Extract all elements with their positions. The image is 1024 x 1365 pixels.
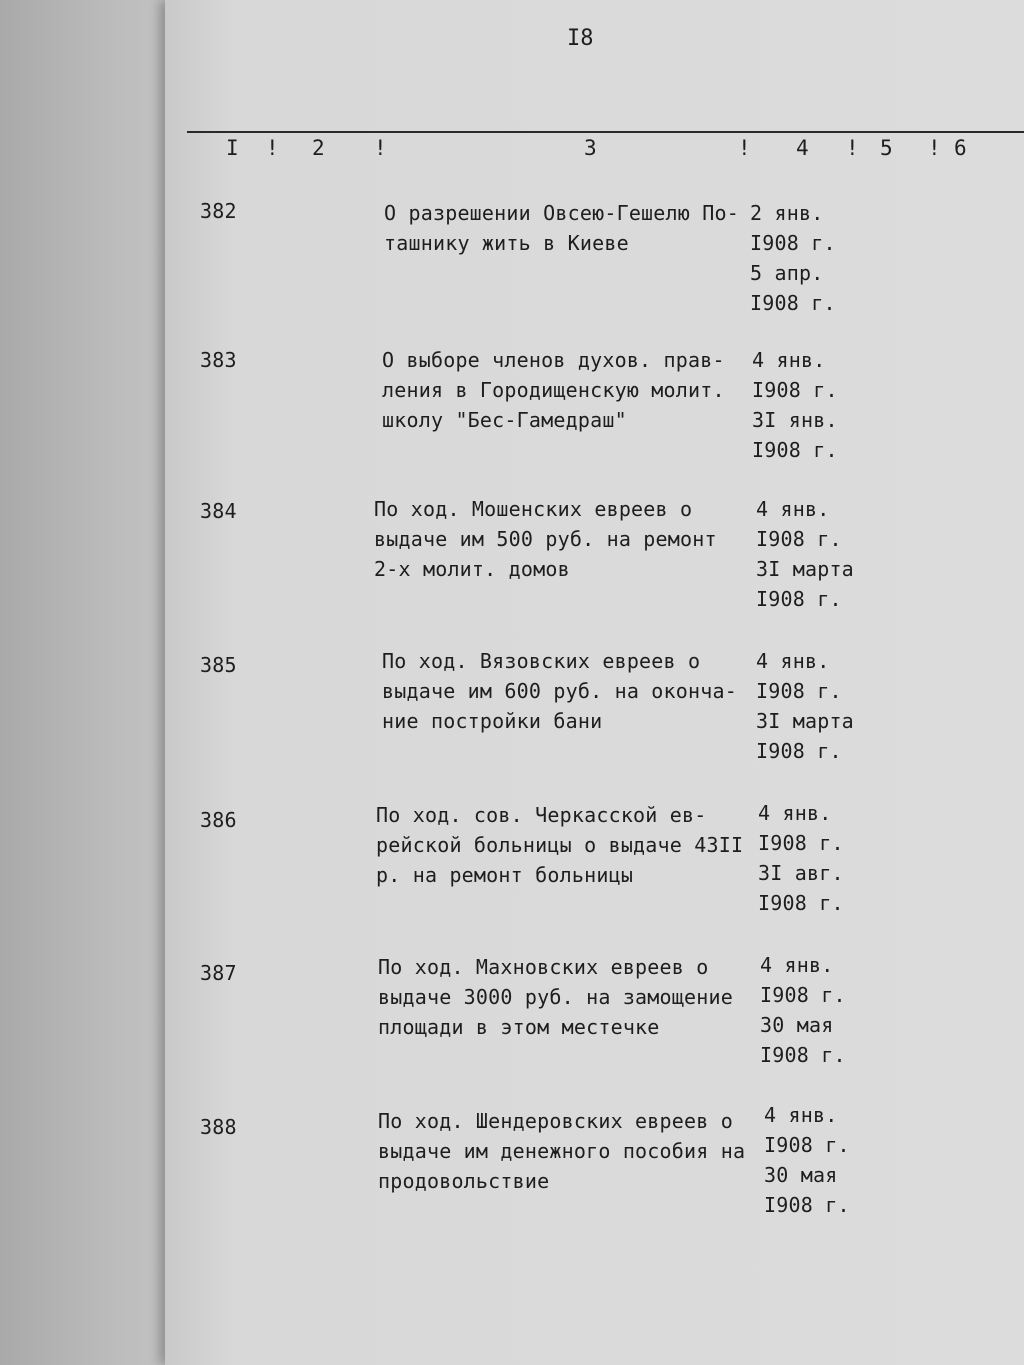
- table-header: [0, 136, 1024, 168]
- date-line: 3I марта: [756, 709, 854, 733]
- date-line: I908 г.: [764, 1193, 850, 1217]
- date-line: I908 г.: [758, 891, 844, 915]
- date-line: I908 г.: [750, 291, 836, 315]
- date-line: 4 янв.: [764, 1103, 838, 1127]
- date-line: 4 янв.: [752, 348, 826, 372]
- description-line: По ход. Махновских евреев о: [378, 955, 709, 979]
- description-line: По ход. сов. Черкасской ев-: [376, 803, 707, 827]
- header-col-2: 2: [312, 136, 325, 160]
- description-line: р. на ремонт больницы: [376, 863, 634, 887]
- date-line: I908 г.: [760, 983, 846, 1007]
- row-dates: [764, 1100, 894, 1220]
- date-line: I908 г.: [756, 527, 842, 551]
- date-line: I908 г.: [756, 739, 842, 763]
- date-line: 4 янв.: [760, 953, 834, 977]
- row-number: 388: [200, 1115, 237, 1139]
- header-col-3: 3: [584, 136, 597, 160]
- date-line: 3I марта: [756, 557, 854, 581]
- description-line: По ход. Мошенских евреев о: [374, 497, 693, 521]
- header-col-1: I: [226, 136, 239, 160]
- date-line: I908 г.: [756, 587, 842, 611]
- header-col-6: 6: [954, 136, 967, 160]
- row-description: [378, 1106, 758, 1196]
- description-line: ние постройки бани: [382, 709, 603, 733]
- description-line: школу "Бес-Гамедраш": [382, 408, 627, 432]
- row-dates: [758, 798, 888, 918]
- date-line: 4 янв.: [756, 497, 830, 521]
- description-line: выдаче им денежного пособия на: [378, 1139, 746, 1163]
- date-line: 4 янв.: [756, 649, 830, 673]
- description-line: площади в этом местечке: [378, 1015, 660, 1039]
- description-line: ташнику жить в Киеве: [384, 231, 629, 255]
- description-line: 2-х молит. домов: [374, 557, 570, 581]
- description-line: продовольствие: [378, 1169, 550, 1193]
- row-description: [384, 198, 764, 258]
- description-line: выдаче им 600 руб. на оконча-: [382, 679, 737, 703]
- row-dates: [756, 646, 886, 766]
- header-col-5: 5: [880, 136, 893, 160]
- table-header-rule: [187, 131, 1024, 133]
- date-line: 4 янв.: [758, 801, 832, 825]
- description-line: рейской больницы о выдаче 43II: [376, 833, 744, 857]
- row-description: [376, 800, 756, 890]
- description-line: О выборе членов духов. прав-: [382, 348, 725, 372]
- description-line: выдаче 3000 руб. на замощение: [378, 985, 733, 1009]
- row-number: 382: [200, 199, 237, 223]
- date-line: 3I янв.: [752, 408, 838, 432]
- header-separator: !: [738, 136, 751, 160]
- row-number: 385: [200, 653, 237, 677]
- description-line: выдаче им 500 руб. на ремонт: [374, 527, 717, 551]
- row-description: [382, 646, 762, 736]
- date-line: 30 мая: [760, 1013, 834, 1037]
- header-separator: !: [846, 136, 859, 160]
- description-line: По ход. Вязовских евреев о: [382, 649, 701, 673]
- date-line: 2 янв.: [750, 201, 824, 225]
- description-line: ления в Городищенскую молит.: [382, 378, 725, 402]
- date-line: I908 г.: [764, 1133, 850, 1157]
- date-line: I908 г.: [752, 378, 838, 402]
- header-col-4: 4: [796, 136, 809, 160]
- date-line: I908 г.: [752, 438, 838, 462]
- description-line: По ход. Шендеровских евреев о: [378, 1109, 733, 1133]
- row-dates: [752, 345, 882, 465]
- row-number: 384: [200, 499, 237, 523]
- date-line: I908 г.: [750, 231, 836, 255]
- row-description: [378, 952, 758, 1042]
- row-number: 383: [200, 348, 237, 372]
- date-line: 5 апр.: [750, 261, 824, 285]
- date-line: 30 мая: [764, 1163, 838, 1187]
- row-number: 386: [200, 808, 237, 832]
- date-line: I908 г.: [758, 831, 844, 855]
- row-description: [374, 494, 754, 584]
- row-dates: [756, 494, 886, 614]
- row-dates: [760, 950, 890, 1070]
- description-line: О разрешении Овсею-Гешелю По-: [384, 201, 739, 225]
- row-number: 387: [200, 961, 237, 985]
- date-line: I908 г.: [760, 1043, 846, 1067]
- row-dates: [750, 198, 880, 318]
- page-number: I8: [567, 26, 594, 51]
- row-description: [382, 345, 762, 435]
- header-separator: !: [928, 136, 941, 160]
- date-line: I908 г.: [756, 679, 842, 703]
- date-line: 3I авг.: [758, 861, 844, 885]
- header-separator: !: [266, 136, 279, 160]
- header-separator: !: [374, 136, 387, 160]
